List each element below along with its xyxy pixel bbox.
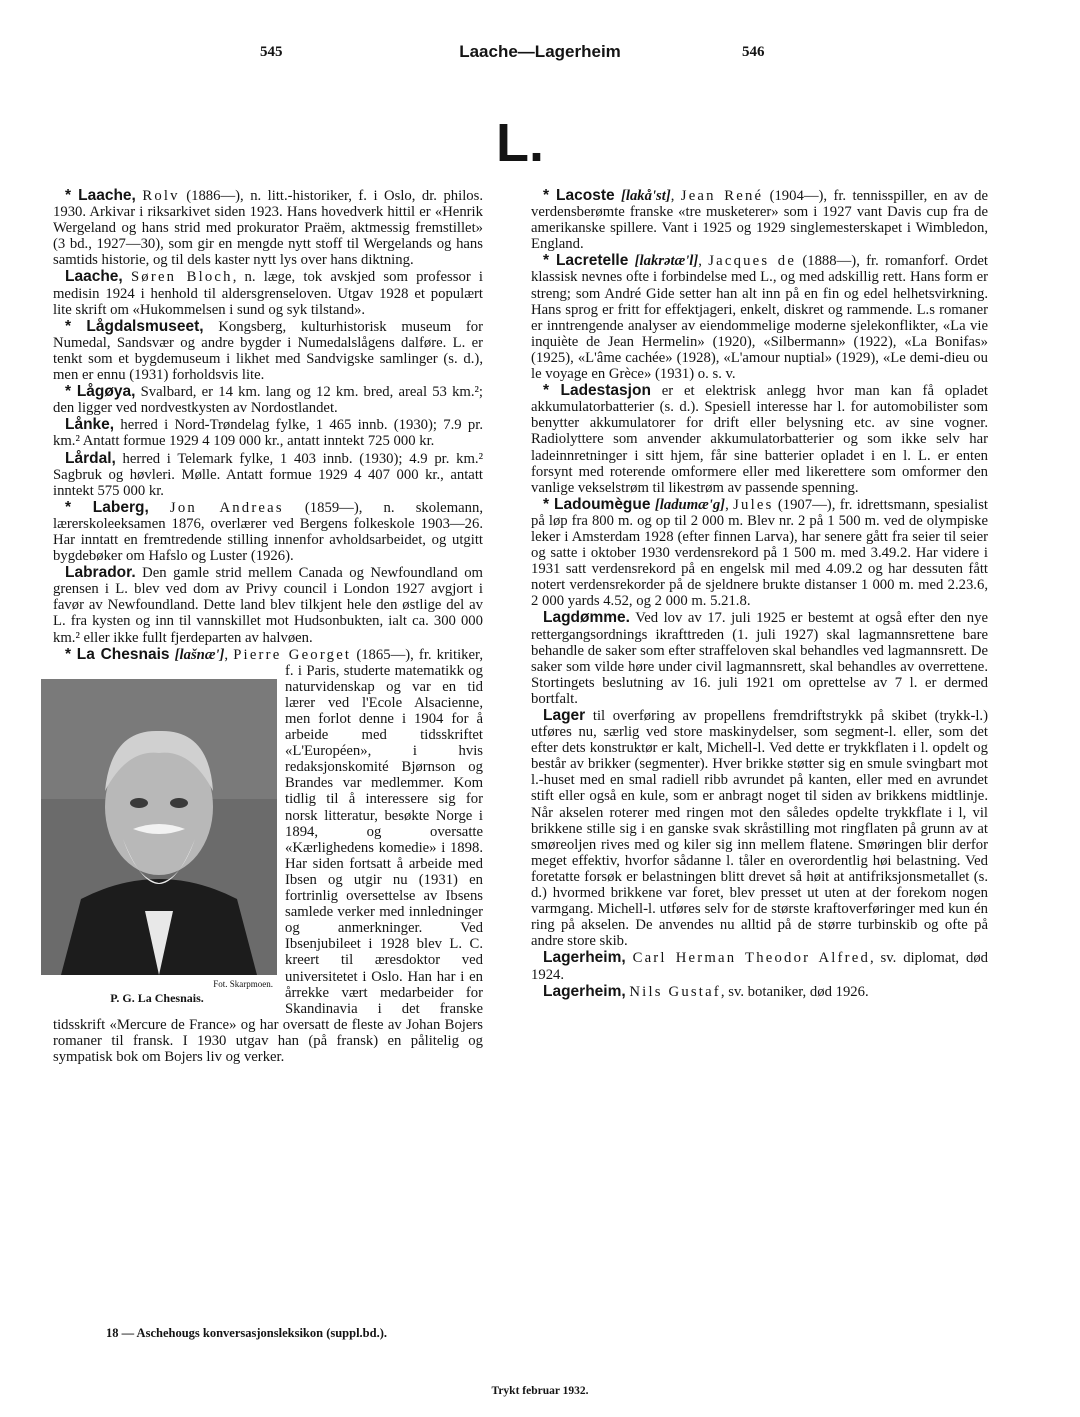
portrait-caption: P. G. La Chesnais.	[110, 990, 204, 1005]
dictionary-entry	[531, 984, 988, 1000]
dictionary-entry	[53, 565, 483, 645]
entry-text: (1859—), n. skolemann, lærerskoleeksamen 1876, overlærer ved Bergens folkeskole 1903—26. Har inntatt en fremtredende stilling innenfor avholdsarbeidet, og utgitt bygdebøker om Hafslo og Luster (1926).	[53, 499, 484, 565]
running-title: Laache—Lagerheim	[459, 42, 621, 61]
entry-text: (1865—), fr. kritiker, f. i Paris, studerte matematikk og naturvidenskap og var en tid lærer ved l'Ecole Alsacienne, men forlot denne i 1904 for å arbeide med tidsskriftet «L'Européen», i hvis redaksjonskomité Bjørnson og Brandes var medlemmer. Kom tidlig til å interessere sig for norsk litteratur, besøkte Norge i 1894, og oversatte «Kærlighedens komedie» i 1898. Har siden fortsatt å arbeide med Ibsen og utgir nu (1931) en fortrinlig oversettelse av Ibsens samlede verker med innledninger og anmerkninger. Ved Ibsenjubileet i 1928 blev L. C. kreert til æresdoktor ved universitetet i Oslo. Han har i en årrekke vært medarbeider for Skandinavia i det franske tidsskrift «Mercure de France» og har oversatt de fleste av Johan Bojers romaner til fransk. I 1930 utgav han (på fransk) en pålitelig og sympatisk bok om Bojers liv og verker.	[53, 646, 483, 1065]
headword: Lagdømme.	[543, 609, 630, 627]
headword: Lagerheim,	[543, 982, 626, 1000]
section-letter: L.	[496, 113, 544, 173]
entry-text: Den gamle strid mellem Canada og Newfoundland om grensen i L. blev ved dom av Privy council i London 1927 avgjort i favør av Newfoundland. Dette land blev tilkjent hele den østlige del av L. fra kysten og inn til vannskillet mot Hudsonbukten, ialt ca. 300 000 km.² eller ikke fullt fjerdeparten av halvøen.	[53, 565, 483, 646]
headword: * Ladoumègue	[543, 495, 651, 513]
headword: Laache,	[65, 268, 123, 286]
pronunciation: [lakrətæ'l]	[634, 253, 699, 270]
given-names: Jules	[733, 496, 774, 513]
headword: * Laberg,	[65, 498, 149, 516]
given-names: Jean René	[680, 188, 764, 204]
page-number-left: 545	[260, 44, 283, 60]
portrait-photo	[41, 679, 277, 975]
right-entries	[531, 188, 988, 1000]
entry-text: Ved lov av 17. juli 1925 er bestemt at også efter den nye rettergangsordnings ikrafttreden (1. juli 1927) skal lagmannsrettene bare behandle de saker som efter straffeloven skal behandles ved lagmannsrett. De saker som vilde høre under civil lagmannsrett, skal behandles av overrettene. Stortingets beslutning av 16. juli 1921 om oprettelse av 7 l. er dermed bortfalt.	[531, 610, 988, 707]
photo-credit: Fot. Skarpmoen.	[213, 978, 273, 989]
given-names: Carl Herman Theodor Alfred	[632, 950, 871, 967]
headword: * Lacoste	[543, 187, 615, 204]
entry-text: til overføring av propellens fremdriftstrykk på skibet (trykk-l.) utføres nu, særlig ved store maskinydelser, som segment-l. eller, som det efter dets konstruktør er kalt, Michell-l. Ved dette er trykkflaten i l. opdelt og består av brikker (segmenter). Hver brikke støtter sig en smule svingbart mot l.-huset med en smal radiell ribb avrundet på kanten, eller med en avrundet stift eller også en kule, som er anbragt noget til siden av brikkens midtlinje. Når akselen roterer med ringen mot den således opdelte trykkflate i l, vil brikkene stille sig i en ganske svak skråstilling mot ringflaten på grunn av at smøreoljen rives med og kiler sig inn mellem flatene. Smøringen blir derfor meget effektiv, hvorfor sådanne l. tåler en overordentlig høi belastning. Ved foretatte forsøk er belastningen blitt drevet så høit at antifriksjonsmetallet (s. d.) hvormed brikkene var foret, blev presset ut uten at der forekom nogen varmgang. Michell-l. utføres selv for de største kraftoverføringer med kun én ring på akselen. De anvendes nu alltid på de større turbinskib og ofte på andre store skib.	[531, 708, 988, 950]
pronunciation: [lašnæ']	[174, 646, 225, 663]
entry-text: (1907—), fr. idrettsmann, spesialist på løp fra 800 m. og op til 2 000 m. Blev nr. 2 på 1 500 m. ved de olympiske leker i Amsterdam 1928 (efter finnen Larva), har senere gått fra seier til seier og satte i oktober 1930 verdensrekord på 1 500 m. med 3.49.2. Har videre i 1931 satt verdensrekord på en engelsk mil med 4.09.2 og har dessuten fått notert verdensrekorder på de sjeldnere brukte distanser 1 000 m. med 2.23.6, 2 000 yards 4.52, og 2 000 m. 5.21.8.	[531, 496, 989, 610]
entry-la-chesnais: * La Chesnais [lašnæ'], Pierre Georget Fot. Skarpmoen. P. G. La Chesnais. (1865—), fr. kritiker, f. i Paris, studerte matematikk og naturvidenskap og var en tid lærer ved l'Ecole Alsacienne, men forlot denne i 1904 for å arbeide med tidsskriftet «L'Européen», i hvis redaksjonskomité Bjørnson og Brandes var medlemmer. Kom tidlig til å interessere sig for norsk litteratur, besøkte Norge i 1894, og oversatte «Kærlighedens komedie» i 1898. Har siden fortsatt å arbeide med Ibsen og utgir nu (1931) en fortrinlig oversettelse av Ibsens samlede verker med innledninger og anmerkninger. Ved Ibsenjubileet i 1928 blev L. C. kreert til æresdoktor ved universitetet i Oslo. Han har i en årrekke vært medarbeider for Skandinavia i det franske tidsskrift «Mercure de France» og har oversatt de fleste av Johan Bojers romaner til fransk. I 1930 utgav han (på fransk) en pålitelig og sympatisk bok om Bojers liv og verker.	[53, 647, 483, 1065]
entry-text: herred i Nord-Trøndelag fylke, 1 465 innb. (1930); 7.9 pr. km.² Antatt formue 1929 4 109 000 kr., antatt inntekt 725 000 kr.	[53, 417, 483, 450]
dictionary-entry	[53, 417, 483, 449]
dictionary-entry	[53, 384, 483, 416]
headword: * Lågdalsmuseet,	[65, 317, 204, 335]
page-number-right: 546	[742, 44, 765, 60]
dictionary-entry	[53, 500, 483, 564]
entry-text: , n. læge, tok avskjed som professor i medisin 1924 i henhold til aldersgrenseloven. Utgav 1928 et populært lite skrift om «Hukommelsen i sund og syk tilstand».	[53, 269, 484, 318]
pronunciation: [ladumæ'g]	[654, 496, 726, 513]
given-names: Søren Bloch	[130, 269, 233, 286]
headword: * La Chesnais	[65, 645, 170, 663]
dictionary-entry: * Lacoste [lakå'st], Jean René (1904—), fr. tennisspiller, en av de verdensberømte franske «tre musketerer» som i 1927 vant Davis cup fra de amerikanske spillere. Vant i 1925 og 1929 singlemesterskapet i Wimbledon, England.	[531, 187, 988, 253]
headword: Lårdal,	[65, 449, 116, 467]
given-names: Rolv	[142, 188, 180, 204]
headword: * Ladestasjon	[543, 382, 651, 400]
dictionary-entry	[531, 950, 988, 982]
entry-text: (1888—), fr. romanforf. Ordet klassisk nevnes ofte i forbindelse med L., og med adskillig rett. Hans form er streng; som André Gide setter han alt inn på en fin og edel helhetsvirkning. Hans sprog er fritt for effektjageri, enkelt, diskret og rammende. L.s romaner er inntrengende analyser av eiendommelige moderne sjelekonflikter, «La vie inquiète de Jean Hermelin» (1920), «Silbermann» (1922), «La Bonifas» (1925), «L'âme cachée» (1928), «L'amour nuptial» (1929), «Le demi-dieu ou le voyage en Grèce» (1931) o. s. v.	[531, 253, 989, 383]
headword: Lagerheim,	[543, 949, 626, 967]
dictionary-entry	[53, 319, 483, 383]
dictionary-entry: * Lacretelle [lakrətæ'l], Jacques de (1888—), fr. romanforf. Ordet klassisk nevnes ofte i forbindelse med L., og med adskillig rett. Hans form er streng; som André Gide setter han alt inn på en fin og edel helhetsvirkning. Hans sprog er fritt for effektjageri, enkelt, diskret og rammende. L.s romaner er inntrengende analyser av eiendommelige moderne sjelekonflikter, «La vie inquiète de Jean Hermelin» (1920), «Silbermann» (1922), «La Bonifas» (1925), «L'âme cachée» (1928), «L'amour nuptial» (1929), «Le demi-dieu ou le voyage en Grèce» (1931) o. s. v.	[531, 252, 989, 383]
entry-text: Svalbard, er 14 km. lang og 12 km. bred, areal 53 km.²; den ligger ved nordvestkysten av Nordostlandet.	[53, 384, 483, 417]
given-names: Nils Gustaf	[629, 983, 721, 1000]
headword: * Lacretelle	[543, 252, 629, 270]
dictionary-entry	[53, 188, 483, 268]
entry-text: herred i Telemark fylke, 1 403 innb. (1930); 4.9 pr. km.² Sagbruk og høvleri. Mølle. Antatt formue 1929 4 407 000 kr., antatt inntekt 575 000 kr.	[53, 450, 483, 499]
headword: * Lågøya,	[65, 383, 136, 401]
dictionary-entry	[531, 708, 988, 949]
dictionary-entry	[531, 610, 988, 707]
entry-text: Kongsberg, kulturhistorisk museum for Numedal, Sandsvær og andre bygder i Numedalslågens dalføre. L. er tenkt som et bygdemuseum i likhet med Sandvigske samlinger (s. d.), men er ennu (1931) forholdsvis lite.	[53, 318, 483, 384]
headword: Labrador.	[65, 564, 136, 582]
headword: Lånke,	[65, 416, 115, 434]
entry-text: (1904—), fr. tennisspiller, en av de verdensberømte franske «tre musketerer» som i 1927 vant Davis cup fra de amerikanske spillere. Vant i 1925 og 1929 singlemesterskapet i Wimbledon, England.	[531, 188, 988, 253]
given-names: Jacques de	[708, 253, 797, 270]
headword: * Laache,	[65, 187, 136, 204]
dictionary-entry: * Ladoumègue [ladumæ'g], Jules (1907—), fr. idrettsmann, spesialist på løp fra 800 m. og op til 2 000 m. Blev nr. 2 på 1 500 m. ved de olympiske leker i Amsterdam 1928 (efter finnen Larva), har senere gått fra seier til seier og satte i oktober 1930 verdensrekord på 1 500 m. med 3.49.2. Har videre i 1931 satt verdensrekord på en engelsk mil med 4.09.2 og har dessuten fått notert verdensrekorder på de sjeldnere brukte distanser 1 000 m. med 2.23.6, 2 000 yards 4.52, og 2 000 m. 5.21.8.	[531, 495, 989, 610]
entry-text: , sv. diplomat, død 1924.	[531, 950, 989, 983]
dictionary-entry	[531, 383, 988, 496]
signature-footnote: 18 — Aschehougs konversasjonsleksikon (suppl.bd.).	[106, 1326, 387, 1340]
entry-text: er et elektrisk anlegg hvor man kan få opladet akkumulatorbatterier (s. d.). Spesiell interesse har l. for automobilister som benytter akkumulatorer for drift eller belysning etc. av sine vogner. Radiolyttere som anvender akkumulatorbatterier og som ikke selv har ladeinnretninger i sitt hjem, får sine batterier opladet i en l. L. er enten forsynt med roterende omformere eller med likerettere som omformer den vanlige vekselstrøm til likestrøm av passende spenning.	[531, 383, 988, 496]
portrait-image	[41, 679, 277, 975]
entry-text: (1886—), n. litt.-historiker, f. i Oslo, dr. philos. 1930. Arkivar i riksarkivet siden 1923. Hans hovedverk hittil er «Henrik Wergeland og hans strid med prokurator Praëm, aktmessig fremstillet» (3 bd., 1927—30), som gir en mengde nytt stoff til Wergelands og hans samtids historie, og til dels kaster nytt lys over hans diktning.	[53, 188, 484, 269]
left-entries	[53, 188, 483, 646]
print-date: Trykt februar 1932.	[491, 1385, 589, 1397]
entry-text: , sv. botaniker, død 1926.	[720, 983, 869, 1000]
portrait-figure	[41, 679, 277, 1009]
headword: Lager	[543, 707, 586, 724]
pronunciation: [lakå'st]	[620, 188, 671, 204]
dictionary-entry	[53, 451, 483, 499]
dictionary-entry	[53, 269, 483, 317]
given-names: Jon Andreas	[169, 499, 284, 516]
right-column	[531, 188, 988, 1001]
left-column	[53, 188, 483, 1066]
given-names: Pierre Georget	[233, 646, 352, 663]
